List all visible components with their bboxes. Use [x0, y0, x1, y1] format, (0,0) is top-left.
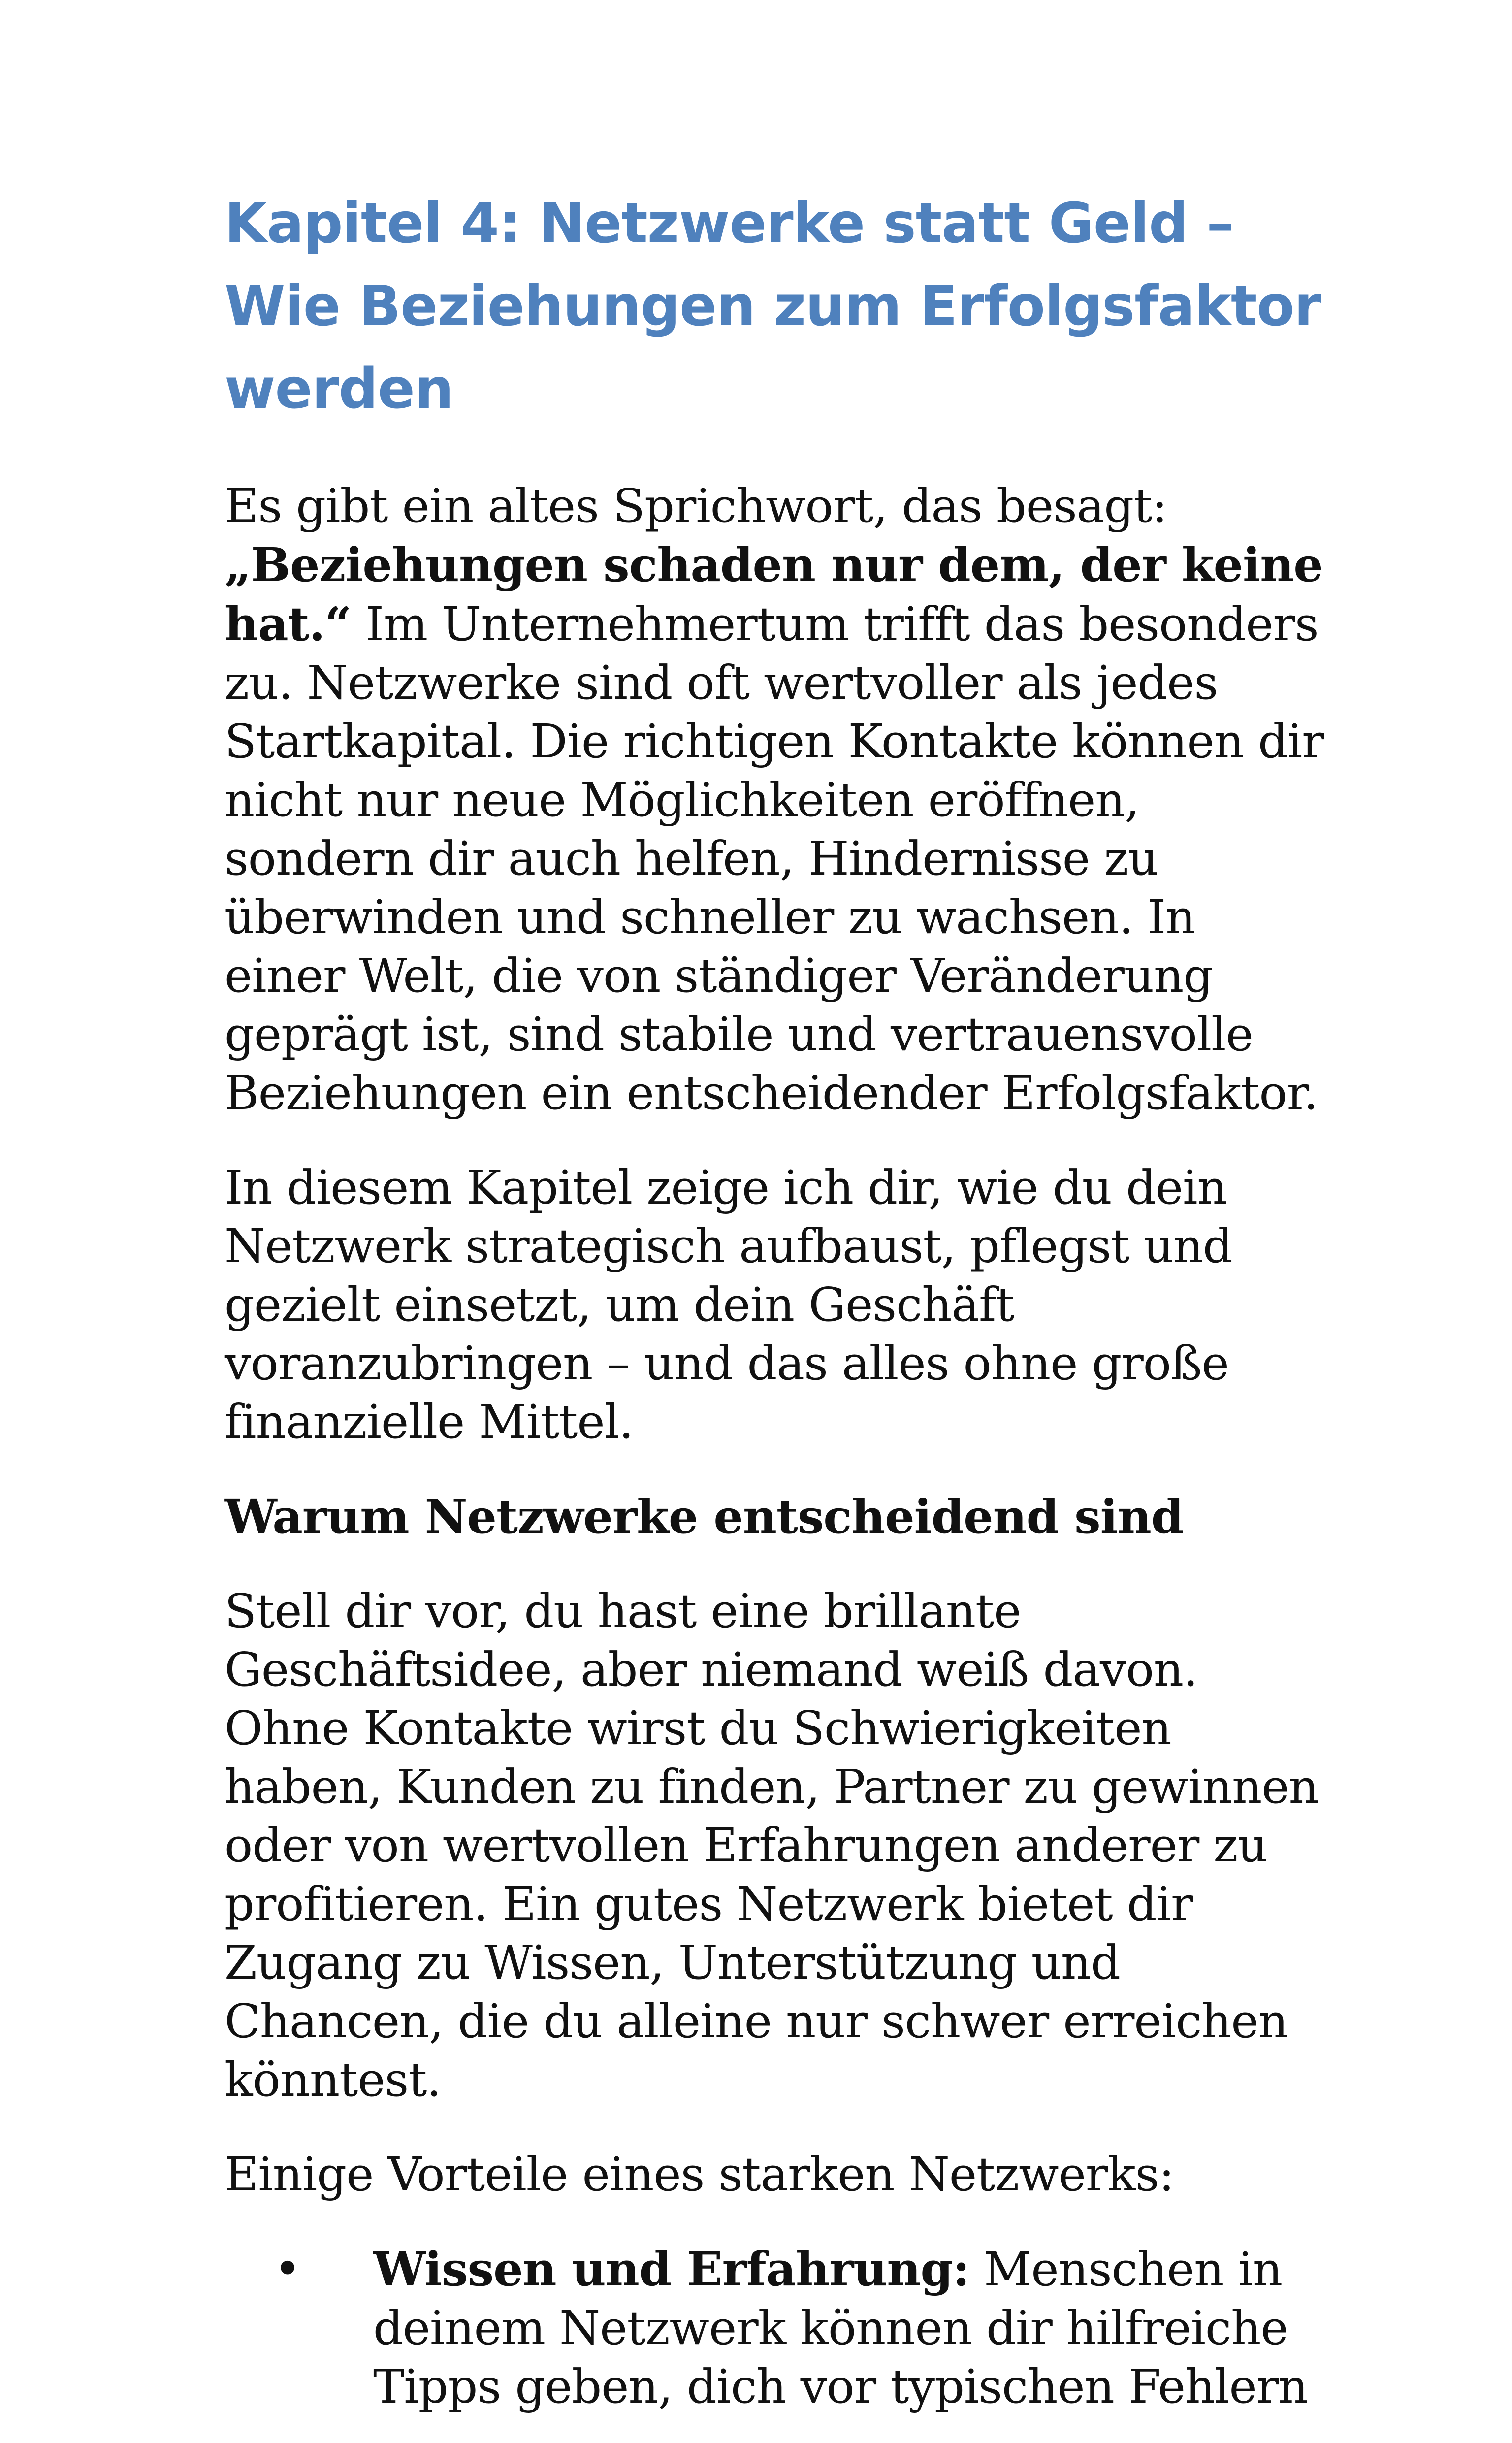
intro-quote: „Beziehungen schaden nur dem, der keine hat.“ [225, 538, 1323, 651]
section-heading: Warum Netzwerke entscheidend sind [225, 1490, 1184, 1544]
document-page [225, 182, 1327, 2416]
list-item-text: Menschen in deinem Netzwerk können dir hilfreiche Tipps geben, dich vor typischen Fehlern [373, 2243, 1308, 2414]
section-paragraph: Stell dir vor, du hast eine brillante Geschäftsidee, aber niemand weiß davon. Ohne Kontakte wirst du Schwierigkeiten haben, Kunden zu finden, Partner zu gewinnen oder von wertvollen Erfahrungen anderer zu profitieren. Ein gutes Netzwerk bietet dir Zugang zu Wissen, Unterstützung und Chancen, die du alleine nur schwer erreichen könntest. [225, 1584, 1319, 2107]
chapter-title: Kapitel 4: Netzwerke statt Geld – Wie Beziehungen zum Erfolgsfaktor werden [225, 192, 1321, 421]
intro-lead: Es gibt ein altes Sprichwort, das besagt: [225, 479, 1167, 533]
bullet-icon: • [274, 2242, 301, 2296]
intro-body: Im Unternehmertum trifft das besonders zu. Netzwerke sind oft wertvoller als jedes Startkapital. Die richtigen Kontakte können dir nicht nur neue Möglichkeiten eröffnen, sondern dir auch helfen, Hindernisse zu überwinden und schneller zu wachsen. In einer Welt, die von ständiger Veränderung geprägt ist, sind stabile und vertrauensvolle Beziehungen ein entscheidender Erfolgsfaktor. [225, 597, 1324, 1120]
list-intro: Einige Vorteile eines starken Netzwerks: [225, 2148, 1174, 2202]
list-item-label: Wissen und Erfahrung: [373, 2242, 969, 2297]
benefits-list [225, 2240, 1327, 2416]
chapter-overview-paragraph: In diesem Kapitel zeige ich dir, wie du dein Netzwerk strategisch aufbaust, pflegst und gezielt einsetzt, um dein Geschäft voranzubringen – und das alles ohne große finanzielle Mittel. [225, 1161, 1232, 1449]
list-item [225, 2240, 1327, 2416]
intro-paragraph [225, 477, 1327, 1123]
